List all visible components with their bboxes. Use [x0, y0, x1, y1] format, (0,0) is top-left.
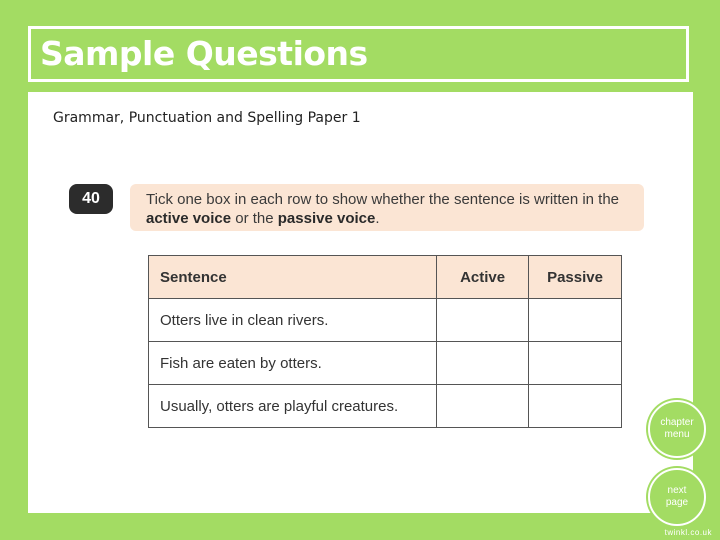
instruction-text: Tick one box in each row to show whether the sentence is written in the: [146, 191, 620, 208]
sentence-cell: Fish are eaten by otters.: [149, 342, 437, 385]
table-row: [149, 385, 622, 428]
instruction-text: or the: [231, 210, 278, 227]
instruction-text: .: [375, 210, 380, 227]
question-number-badge: 40: [69, 184, 113, 214]
page-title: Sample Questions: [28, 26, 689, 82]
paper-title: Grammar, Punctuation and Spelling Paper 1: [53, 110, 361, 126]
question-instruction: [130, 184, 644, 231]
active-tick-box[interactable]: [437, 299, 529, 342]
chapter-menu-label: chapter menu: [660, 417, 694, 440]
active-tick-box[interactable]: [437, 385, 529, 428]
passive-tick-box[interactable]: [529, 385, 622, 428]
table-row: [149, 299, 622, 342]
chapter-menu-button[interactable]: [648, 400, 706, 458]
active-tick-box[interactable]: [437, 342, 529, 385]
sentence-cell: Usually, otters are playful creatures.: [149, 385, 437, 428]
instruction-emphasis-active: active voice: [146, 210, 232, 227]
passive-tick-box[interactable]: [529, 299, 622, 342]
table-row: [149, 342, 622, 385]
answer-table: [148, 255, 622, 428]
brand-footer: twinkl.co.uk: [664, 528, 712, 537]
next-page-button[interactable]: [648, 468, 706, 526]
header-passive: Passive: [529, 256, 622, 299]
header-sentence: Sentence: [149, 256, 437, 299]
header-active: Active: [437, 256, 529, 299]
instruction-emphasis-passive: passive voice: [277, 210, 376, 227]
sentence-cell: Otters live in clean rivers.: [149, 299, 437, 342]
table-header-row: [149, 256, 622, 299]
content-panel: [28, 92, 693, 513]
next-page-label: next page: [665, 485, 689, 508]
passive-tick-box[interactable]: [529, 342, 622, 385]
